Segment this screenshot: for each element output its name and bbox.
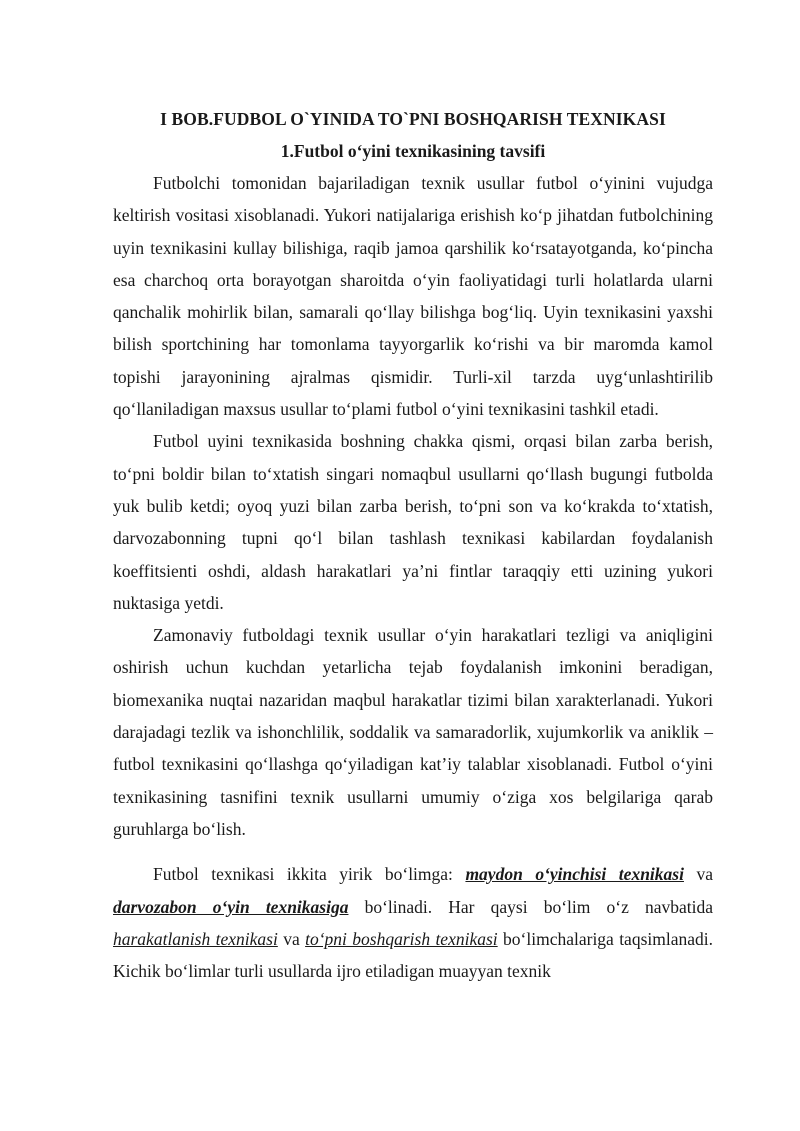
term-ball-control-technique: to‘pni boshqarish texnikasi [305,928,498,949]
paragraph-1: Futbolchi tomonidan bajariladigan texnik usullar futbol o‘yinini vujudga keltirish vositasi xisoblanadi. Yukori natijalariga erishish ko‘p jihatdan futbolchining uyin texnikasini kullay bilishiga, raqib jamoa qarshilik ko‘rsatayotganda, ko‘pincha esa charchoq orta borayotgan sharoitda o‘yin faoliyatidagi turli holatlarda ularni qanchalik mohirlik bilan, samarali qo‘llay bilishga bog‘liq. Uyin texnikasini yaxshi bilish sportchining har tomonlama tayyorgarlik ko‘rishi va bir maromda kamol topishi jarayonining ajralmas qismidir. Turli-xil tarzda uyg‘unlashtirilib qo‘llaniladigan maxsus usullar to‘plami futbol o‘yini texnikasini tashkil etadi. [113,173,713,420]
chapter-title: I BOB.FUDBOL O`YINIDA TO`PNI BOSHQARISH TEXNIKASI [160,109,666,129]
paragraph-3: Zamonaviy futboldagi texnik usullar o‘yin harakatlari tezligi va aniqligini oshirish uchun kuchdan yetarlicha tejab foydalanish imkonini beradigan, biomexanika nuqtai nazaridan maqbul harakatlar tizimi bilan xarakterlanadi. Yukori darajadagi tezlik va ishonchlilik, soddalik va samaradorlik, xujumkorlik va aniklik – futbol texnikasini qo‘llashga qo‘yiladigan kat’iy talablar xisoblanadi. Futbol o‘yini texnikasining tasnifini texnik usullarni umumiy o‘ziga xos belgilariga qarab guruhlarga bo‘lish. [113,625,713,839]
text-run: Futbol texnikasi ikkita yirik bo‘limga: [153,864,466,885]
text-run: va [683,864,714,885]
term-goalkeeper-technique: darvozabon o‘yin texnikasiga [113,896,349,917]
paragraph-4 [113,858,713,987]
section-title: 1.Futbol o‘yini texnikasining tavsifi [280,141,546,161]
text-run: bo‘linadi. Har qaysi bo‘lim o‘z navbatida [348,896,713,917]
term-movement-technique: harakatlanish texnikasi [113,928,278,949]
term-field-player-technique: maydon o‘yinchisi texnikasi [465,864,684,885]
paragraph-2: Futbol uyini texnikasida boshning chakka qismi, orqasi bilan zarba berish, to‘pni boldir bilan to‘xtatish singari nomaqbul usullarni qo‘llash bugungi futbolda yuk bulib ketdi; oyoq yuzi bilan zarba berish, to‘pni son va ko‘krakda to‘xtatish, darvozabonning tupni qo‘l bilan tashlash texnikasi kabilardan foydalanish koeffitsienti oshdi, aldash harakatlari ya’ni fintlar taraqqiy etti uzining yukori nuktasiga yetdi. [113,431,713,613]
text-run: va [277,928,306,949]
text-run: bo‘limchalariga taqsimlanadi. Kichik bo‘limlar turli usullarda ijro etiladigan muayyan texnik [113,928,713,982]
